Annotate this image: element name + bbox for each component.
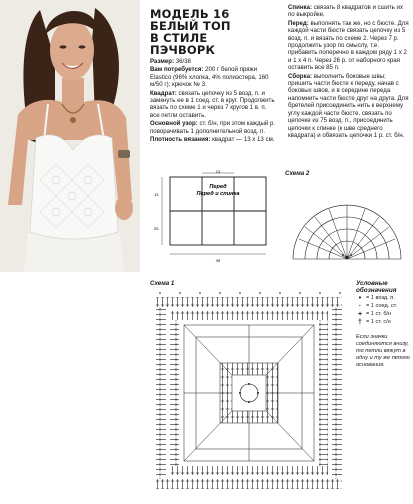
legend-title: Условные обозначения <box>356 280 397 294</box>
legend-item-text: = 1 ст. с/н <box>366 319 391 325</box>
title-line: МОДЕЛЬ 16 <box>150 7 230 21</box>
density-paragraph <box>150 136 276 143</box>
scheme-1-chart <box>150 287 350 499</box>
sketch-dim-side-top: 13 <box>154 192 159 197</box>
materials-value: 200 г белой пряжи Elastico (96% хлопка, 4% полиэстера, 160 м/50 г); крючок № 3. <box>150 66 269 89</box>
sketch-dim-top: 13 <box>215 169 221 174</box>
chain-stitch-icon: • <box>358 295 362 302</box>
scheme-2-title: Схема 2 <box>285 170 310 177</box>
sketch-dim-bottom: 39 <box>215 258 221 263</box>
materials-paragraph <box>150 66 276 88</box>
sketch-svg <box>150 169 280 267</box>
legend-note: Если значки соединяются внизу, то петли вяжут в одну и ту же петлю основания. <box>356 334 410 368</box>
scheme-1 <box>150 280 350 504</box>
main-pattern-paragraph <box>150 120 276 135</box>
square-paragraph <box>150 90 276 120</box>
main-pattern-value: ст. б/н, при этом каждый р. поворачивать 1 дополнительной возд. п. <box>150 120 276 135</box>
title-line: В СТИЛЕ ПЭЧВОРК <box>150 31 216 57</box>
pattern-sketch <box>150 169 280 272</box>
legend-item-text: = 1 возд. п. <box>366 295 395 301</box>
square-label: Квадрат: <box>150 89 177 97</box>
legend-item-text: = 1 ст. б/н <box>366 311 392 317</box>
density-value: квадрат — 13 х 13 см. <box>212 136 275 144</box>
instructions-left <box>150 58 276 144</box>
model-illustration <box>0 0 140 272</box>
density-label: Плотность вязания: <box>150 136 211 144</box>
main-pattern-label: Основной узор: <box>150 120 198 128</box>
back-paragraph <box>288 4 410 19</box>
assembly-paragraph <box>288 73 410 140</box>
scheme-1-title: Схема 1 <box>150 280 175 287</box>
size-value: 36/38 <box>175 58 191 65</box>
back-label: Спинка: <box>288 4 312 11</box>
scheme-2 <box>285 170 409 272</box>
back-value: связать 8 квадратов и сшить их по выкройке. <box>288 4 404 19</box>
model-photo <box>0 0 140 272</box>
legend-item <box>356 319 412 326</box>
size-paragraph <box>150 58 276 65</box>
sketch-label-line1: Перед <box>209 184 227 190</box>
sketch-label: Перед и спинка <box>196 191 240 197</box>
assembly-label: Сборка: <box>288 72 312 80</box>
materials-label: Вам потребуется: <box>150 66 204 74</box>
legend-item <box>356 311 412 318</box>
scheme-2-chart <box>285 177 409 267</box>
sketch-dim-side-bottom: 25 <box>154 226 159 231</box>
legend-item-text: = 1 соед. ст. <box>366 303 398 309</box>
front-label: Перед: <box>288 19 309 27</box>
size-label: Размер: <box>150 58 174 65</box>
single-crochet-icon: + <box>357 311 363 318</box>
legend <box>356 280 412 369</box>
square-value: связать цепочку из 5 возд. п. и замкнуть ее в 1 соед. ст. в круг. Продолжить вязать по схеме 1 и через 7 кругов 1 в. п. все петли оставить. <box>150 89 275 119</box>
legend-item <box>356 295 412 302</box>
front-paragraph <box>288 20 410 72</box>
assembly-value: выполнить боковые швы; пришить части бюсте к переду, начав с боковых швов, и в середине переда напомнить части бюсте друг на друга. Для бретелей присоединить нить к верхнему углу каждой части бюсте, связать по цепочке из 75 возд. п., присоединить цепочки к спинке (к шве среднего квадрата) и обвязать цепочки 1 р. ст. б/н. <box>288 72 409 139</box>
legend-item <box>356 303 412 310</box>
front-value: выполнять так же, но с бюсте. Для каждой части бюсте связать цепочку из 5 возд. п. и вязать по схеме 2. Через 7 р. продолжить узор по смыслу, т.е. прибавить поперечно в каждом ряду 1 х 2 и 1 х 4 п. Через 26 р. от наборного края оставить все 85 п. <box>288 19 409 72</box>
page-title <box>150 8 275 56</box>
double-crochet-icon: † <box>358 319 362 326</box>
slip-stitch-icon: · <box>358 303 362 310</box>
instructions-right <box>288 4 410 140</box>
title-line: БЕЛЫЙ ТОП <box>150 19 231 33</box>
